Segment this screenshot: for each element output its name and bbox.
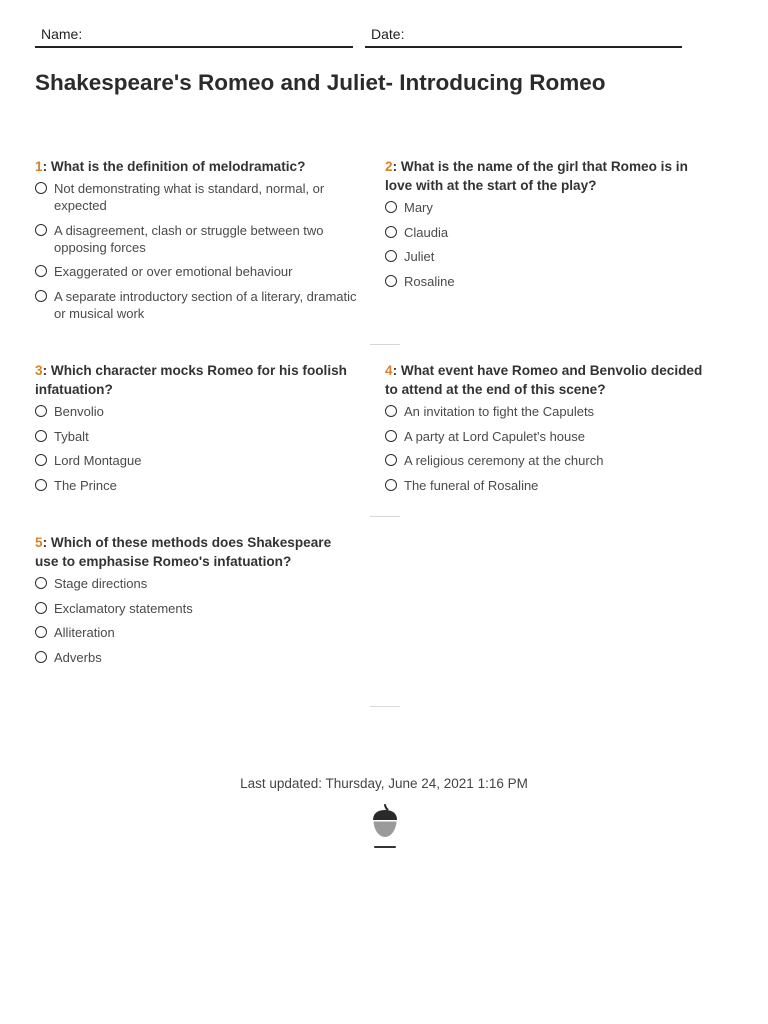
option-label: Juliet [404, 249, 435, 264]
answer-option[interactable] [385, 199, 705, 216]
option-label: Benvolio [54, 404, 104, 419]
answer-option[interactable] [35, 428, 365, 445]
question-1-title: 1: What is the definition of melodramatic? [35, 159, 306, 174]
date-label: Date: [371, 26, 405, 42]
question-number: 5 [35, 535, 43, 550]
option-label: A religious ceremony at the church [404, 453, 604, 468]
option-label: Lord Montague [54, 453, 142, 468]
radio-button-icon[interactable] [35, 651, 47, 663]
question-number: 2 [385, 159, 393, 174]
option-label: Adverbs [54, 649, 102, 665]
option-label: Mary [404, 200, 433, 215]
answer-option[interactable] [385, 452, 705, 469]
option-label: The Prince [54, 477, 117, 493]
answer-option[interactable] [385, 403, 705, 420]
radio-button-icon[interactable] [385, 405, 397, 417]
question-4 [385, 361, 705, 501]
answer-option[interactable] [35, 403, 365, 420]
question-5-title: 5: Which of these methods does Shakespeare use to emphasise Romeo's infatuation? [35, 535, 332, 569]
option-label: Exaggerated or over emotional behaviour [54, 264, 293, 279]
radio-button-icon[interactable] [385, 275, 397, 287]
answer-option[interactable] [35, 222, 365, 256]
question-1 [35, 157, 365, 329]
question-3-title: 3: Which character mocks Romeo for his foolish infatuation? [35, 363, 347, 397]
answer-option[interactable] [35, 180, 365, 214]
radio-button-icon[interactable] [35, 182, 47, 194]
section-divider [370, 344, 400, 345]
question-4-title: 4: What event have Romeo and Benvolio decided to attend at the end of this scene? [385, 363, 703, 397]
section-divider [370, 706, 400, 707]
question-text: What is the name of the girl that Romeo is in love with at the start of the play? [385, 159, 688, 193]
answer-option[interactable] [35, 263, 365, 280]
radio-button-icon[interactable] [35, 405, 47, 417]
radio-button-icon[interactable] [35, 602, 47, 614]
option-label: Alliteration [54, 625, 115, 640]
option-label: Stage directions [54, 576, 148, 591]
answer-option[interactable] [385, 273, 705, 290]
radio-button-icon[interactable] [35, 626, 47, 638]
option-label: Tybalt [54, 428, 89, 444]
question-number: 4 [385, 363, 393, 378]
answer-option[interactable] [385, 477, 705, 494]
section-divider [370, 516, 400, 517]
option-label: Not demonstrating what is standard, normal, or expected [54, 181, 325, 213]
question-number: 3 [35, 363, 43, 378]
answer-option[interactable] [35, 649, 335, 666]
page-title: Shakespeare's Romeo and Juliet- Introducing Romeo [35, 70, 606, 95]
answer-option[interactable] [35, 600, 335, 617]
acorn-icon [370, 803, 400, 856]
answer-option[interactable] [385, 428, 705, 445]
option-label: Claudia [404, 224, 449, 240]
question-5 [35, 533, 335, 673]
name-label: Name: [41, 26, 83, 42]
question-3 [35, 361, 365, 501]
last-updated: Last updated: Thursday, June 24, 2021 1:16 PM [240, 776, 528, 791]
date-field[interactable] [365, 24, 682, 48]
question-2 [385, 157, 705, 297]
radio-button-icon[interactable] [35, 430, 47, 442]
option-label: A separate introductory section of a literary, dramatic or musical work [54, 288, 357, 321]
option-label: Exclamatory statements [54, 600, 193, 616]
question-text: Which of these methods does Shakespeare use to emphasise Romeo's infatuation? [35, 535, 332, 569]
radio-button-icon[interactable] [35, 290, 47, 302]
option-label: A disagreement, clash or struggle between two opposing forces [54, 222, 324, 255]
radio-button-icon[interactable] [385, 226, 397, 238]
name-field[interactable] [35, 24, 353, 48]
question-2-title: 2: What is the name of the girl that Romeo is in love with at the start of the play? [385, 159, 688, 193]
radio-button-icon[interactable] [385, 479, 397, 491]
answer-option[interactable] [385, 224, 705, 241]
option-label: The funeral of Rosaline [404, 477, 539, 493]
radio-button-icon[interactable] [35, 577, 47, 589]
question-text: What is the definition of melodramatic? [50, 159, 306, 174]
radio-button-icon[interactable] [35, 224, 47, 236]
answer-option[interactable] [35, 477, 365, 494]
radio-button-icon[interactable] [35, 479, 47, 491]
question-number: 1 [35, 159, 43, 174]
answer-option[interactable] [35, 624, 335, 641]
radio-button-icon[interactable] [385, 250, 397, 262]
option-label: A party at Lord Capulet's house [404, 428, 585, 444]
option-label: Rosaline [404, 273, 455, 289]
radio-button-icon[interactable] [385, 454, 397, 466]
question-text: Which character mocks Romeo for his foolish infatuation? [35, 363, 347, 397]
answer-option[interactable] [35, 575, 335, 592]
radio-button-icon[interactable] [385, 430, 397, 442]
question-text: What event have Romeo and Benvolio decided to attend at the end of this scene? [385, 363, 703, 397]
answer-option[interactable] [35, 288, 365, 322]
radio-button-icon[interactable] [35, 265, 47, 277]
answer-option[interactable] [35, 452, 365, 469]
option-label: An invitation to fight the Capulets [404, 404, 595, 419]
radio-button-icon[interactable] [385, 201, 397, 213]
radio-button-icon[interactable] [35, 454, 47, 466]
answer-option[interactable] [385, 248, 705, 265]
